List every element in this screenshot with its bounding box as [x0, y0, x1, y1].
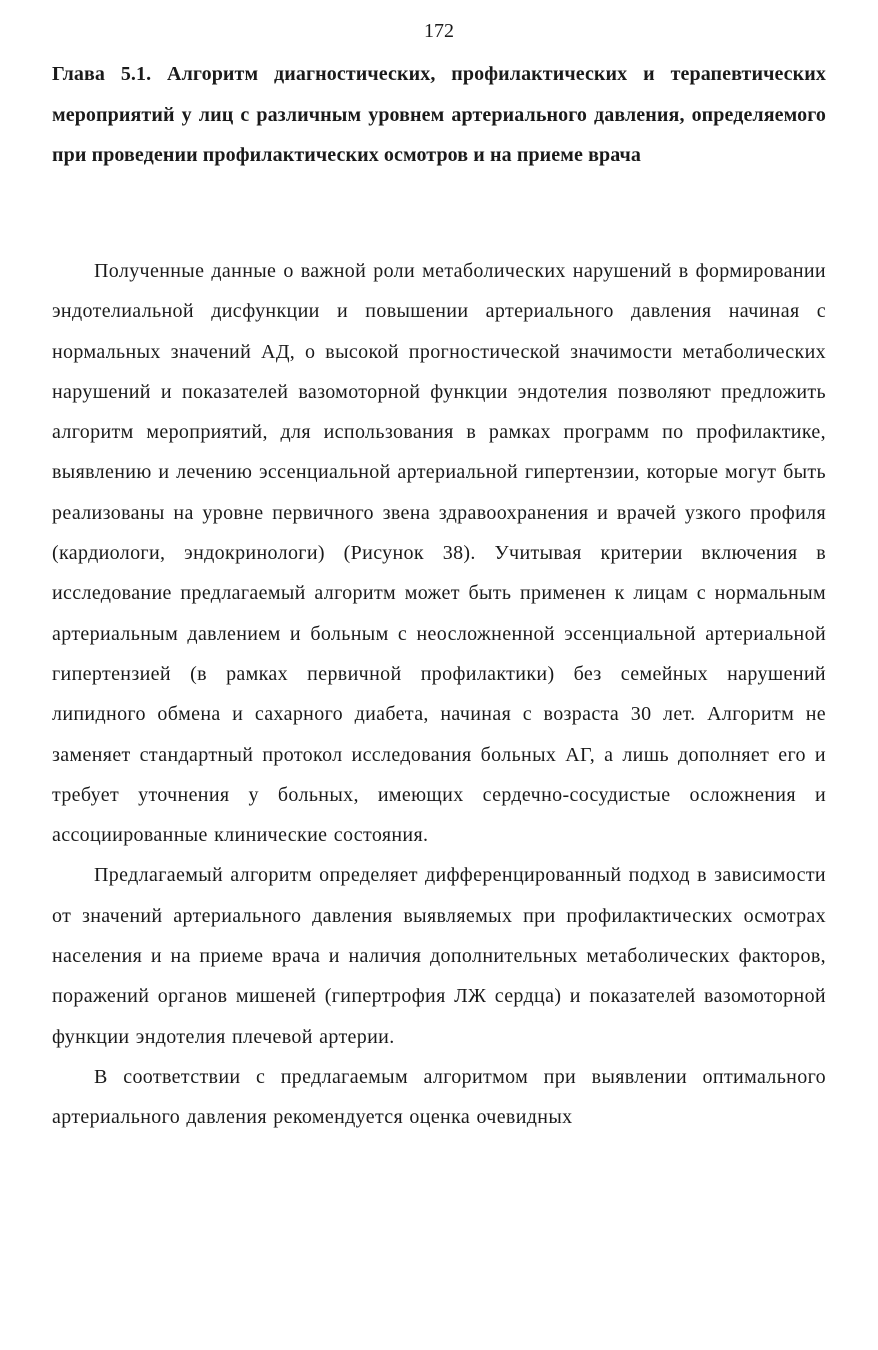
- chapter-heading: Глава 5.1. Алгоритм диагностических, профилактических и терапевтических мероприятий у лиц с различным уровнем артериального давления, определяемого при проведении профилактических осмотров и на приеме врача: [52, 63, 826, 166]
- page-number: 172: [424, 20, 454, 42]
- paragraph-3: В соответствии с предлагаемым алгоритмом при выявлении оптимального артериального давления рекомендуется оценка очевидных: [52, 1065, 826, 1129]
- paragraph-2: Предлагаемый алгоритм определяет дифференцированный подход в зависимости от значений артериального давления выявляемых при профилактических осмотрах населения и на приеме врача и наличия дополнительных метаболических факторов, поражений органов мишеней (гипертрофия ЛЖ сердца) и показателей вазомоторной функции эндотелия плечевой артерии.: [52, 864, 826, 1048]
- body-text: [52, 251, 826, 1138]
- paragraph-1: Полученные данные о важной роли метаболических нарушений в формировании эндотелиальной дисфункции и повышении артериального давления начиная с нормальных значений АД, о высокой прогностической значимости метаболических нарушений и показателей вазомоторной функции эндотелия позволяют предложить алгоритм мероприятий, для использования в рамках программ по профилактике, выявлению и лечению эссенциальной артериальной гипертензии, которые могут быть реализованы на уровне первичного звена здравоохранения и врачей узкого профиля (кардиологи, эндокринологи) (Рисунок 38). Учитывая критерии включения в исследование предлагаемый алгоритм может быть применен к лицам с нормальным артериальным давлением и больным с неосложненной эссенциальной артериальной гипертензией (в рамках первичной профилактики) без семейных нарушений липидного обмена и сахарного диабета, начиная с возраста 30 лет. Алгоритм не заменяет стандартный протокол исследования больных АГ, а лишь дополняет его и требует уточнения у больных, имеющих сердечно-сосудистые осложнения и ассоциированные клинические состояния.: [52, 260, 826, 847]
